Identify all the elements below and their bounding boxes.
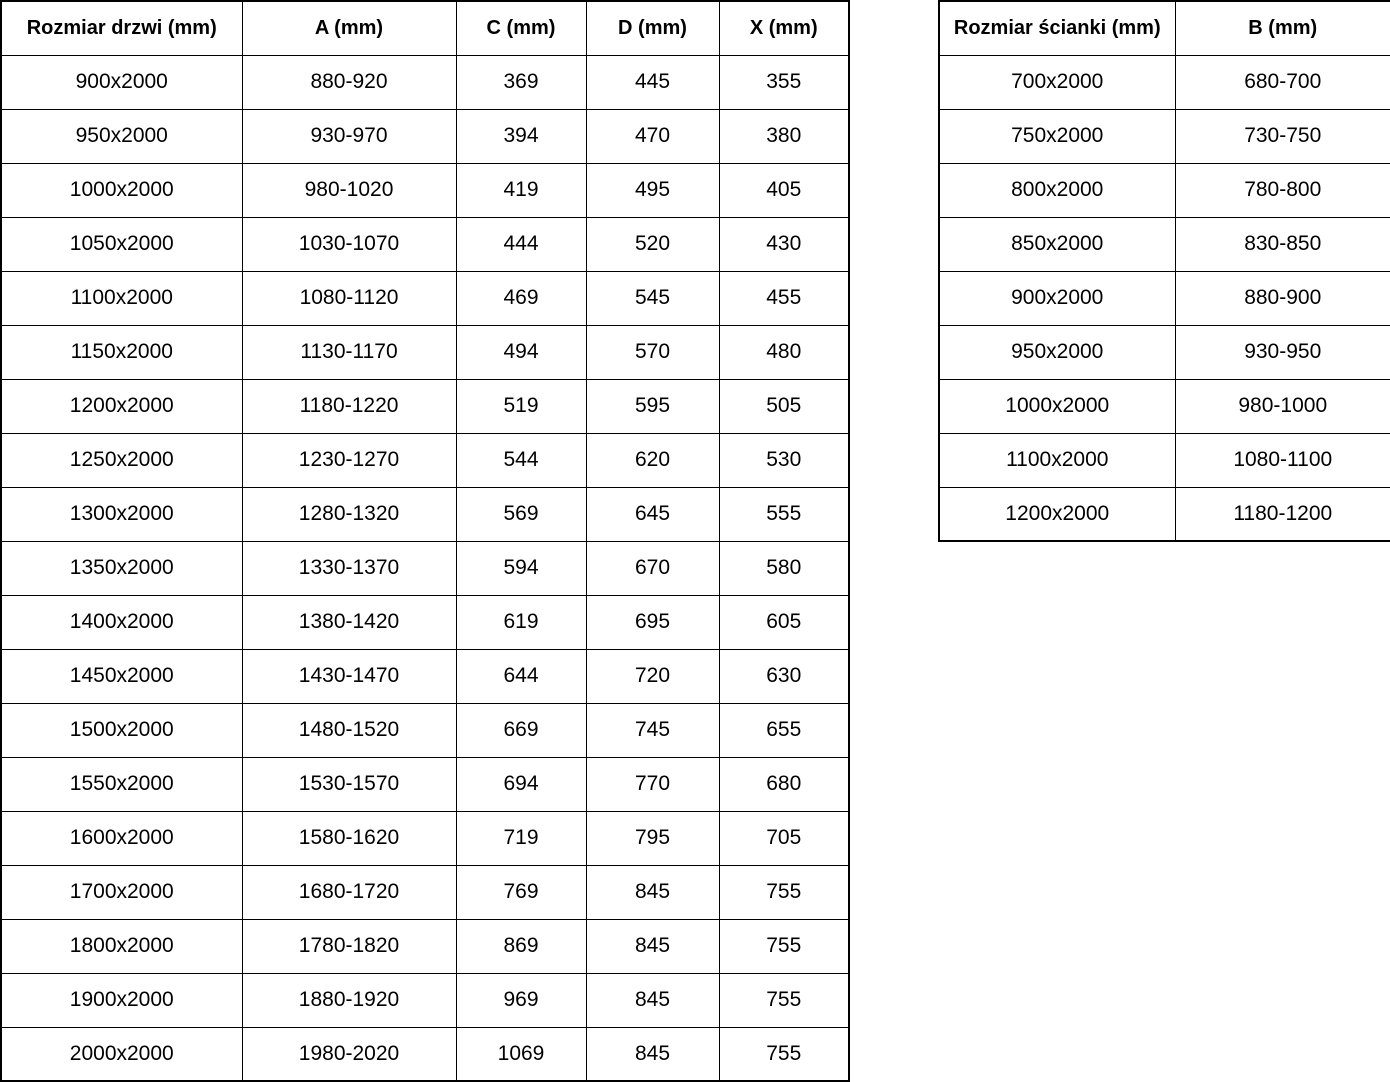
table-cell: 1450x2000 — [1, 649, 242, 703]
table-row — [1, 541, 849, 595]
table-cell: 605 — [719, 595, 849, 649]
table-cell: 670 — [586, 541, 719, 595]
table-cell: 544 — [456, 433, 586, 487]
table-row — [939, 217, 1390, 271]
table-cell: 969 — [456, 973, 586, 1027]
table-row — [1, 109, 849, 163]
table-cell: 830-850 — [1175, 217, 1390, 271]
table-cell: 645 — [586, 487, 719, 541]
table-cell: 1200x2000 — [939, 487, 1175, 541]
table-row — [1, 649, 849, 703]
table-cell: 1150x2000 — [1, 325, 242, 379]
table-cell: 520 — [586, 217, 719, 271]
table-cell: 430 — [719, 217, 849, 271]
table-cell: 930-950 — [1175, 325, 1390, 379]
table-row — [1, 271, 849, 325]
table-row — [939, 433, 1390, 487]
table-cell: 1580-1620 — [242, 811, 456, 865]
table-row — [1, 325, 849, 379]
table-row — [1, 379, 849, 433]
table-cell: 755 — [719, 1027, 849, 1081]
table-cell: 1200x2000 — [1, 379, 242, 433]
table-cell: 930-970 — [242, 109, 456, 163]
table-cell: 594 — [456, 541, 586, 595]
table-cell: 845 — [586, 865, 719, 919]
table-cell: 1180-1220 — [242, 379, 456, 433]
table-cell: 1130-1170 — [242, 325, 456, 379]
table-cell: 845 — [586, 919, 719, 973]
table-cell: 900x2000 — [939, 271, 1175, 325]
table-row — [939, 163, 1390, 217]
table-cell: 1680-1720 — [242, 865, 456, 919]
table-cell: 780-800 — [1175, 163, 1390, 217]
table-cell: 880-900 — [1175, 271, 1390, 325]
table-cell: 1780-1820 — [242, 919, 456, 973]
table-cell: 745 — [586, 703, 719, 757]
table-cell: 1030-1070 — [242, 217, 456, 271]
table-cell: 1000x2000 — [939, 379, 1175, 433]
table-cell: 620 — [586, 433, 719, 487]
column-header: C (mm) — [456, 1, 586, 55]
table-cell: 730-750 — [1175, 109, 1390, 163]
table-cell: 1900x2000 — [1, 973, 242, 1027]
table-cell: 900x2000 — [1, 55, 242, 109]
table-cell: 1500x2000 — [1, 703, 242, 757]
column-header: Rozmiar drzwi (mm) — [1, 1, 242, 55]
table-cell: 795 — [586, 811, 719, 865]
table-cell: 495 — [586, 163, 719, 217]
table-cell: 530 — [719, 433, 849, 487]
table-row — [1, 703, 849, 757]
table-cell: 570 — [586, 325, 719, 379]
table-cell: 405 — [719, 163, 849, 217]
table-cell: 1400x2000 — [1, 595, 242, 649]
table-cell: 519 — [456, 379, 586, 433]
table-cell: 800x2000 — [939, 163, 1175, 217]
table-cell: 1980-2020 — [242, 1027, 456, 1081]
table-row — [1, 487, 849, 541]
table-cell: 494 — [456, 325, 586, 379]
table-cell: 1250x2000 — [1, 433, 242, 487]
table-cell: 569 — [456, 487, 586, 541]
table-cell: 1700x2000 — [1, 865, 242, 919]
wall-table-header-row — [939, 1, 1390, 55]
table-row — [1, 811, 849, 865]
table-cell: 769 — [456, 865, 586, 919]
table-row — [939, 55, 1390, 109]
table-cell: 445 — [586, 55, 719, 109]
table-cell: 680-700 — [1175, 55, 1390, 109]
table-row — [1, 433, 849, 487]
table-cell: 980-1020 — [242, 163, 456, 217]
table-row — [1, 865, 849, 919]
table-cell: 750x2000 — [939, 109, 1175, 163]
table-cell: 1480-1520 — [242, 703, 456, 757]
table-cell: 619 — [456, 595, 586, 649]
table-cell: 1080-1120 — [242, 271, 456, 325]
table-row — [1, 919, 849, 973]
table-cell: 1180-1200 — [1175, 487, 1390, 541]
table-cell: 1880-1920 — [242, 973, 456, 1027]
table-cell: 755 — [719, 919, 849, 973]
table-cell: 695 — [586, 595, 719, 649]
door-table-header-row — [1, 1, 849, 55]
table-cell: 950x2000 — [939, 325, 1175, 379]
table-cell: 1330-1370 — [242, 541, 456, 595]
table-cell: 720 — [586, 649, 719, 703]
table-row — [1, 973, 849, 1027]
table-cell: 845 — [586, 973, 719, 1027]
column-header: A (mm) — [242, 1, 456, 55]
table-row — [1, 757, 849, 811]
table-cell: 644 — [456, 649, 586, 703]
table-cell: 700x2000 — [939, 55, 1175, 109]
table-cell: 1550x2000 — [1, 757, 242, 811]
table-cell: 655 — [719, 703, 849, 757]
table-cell: 1600x2000 — [1, 811, 242, 865]
column-header: X (mm) — [719, 1, 849, 55]
table-cell: 470 — [586, 109, 719, 163]
table-cell: 480 — [719, 325, 849, 379]
table-cell: 2000x2000 — [1, 1027, 242, 1081]
table-cell: 850x2000 — [939, 217, 1175, 271]
table-row — [939, 109, 1390, 163]
table-cell: 669 — [456, 703, 586, 757]
table-cell: 1000x2000 — [1, 163, 242, 217]
table-cell: 555 — [719, 487, 849, 541]
table-cell: 1430-1470 — [242, 649, 456, 703]
table-cell: 1069 — [456, 1027, 586, 1081]
table-cell: 380 — [719, 109, 849, 163]
table-row — [939, 379, 1390, 433]
table-cell: 455 — [719, 271, 849, 325]
table-cell: 980-1000 — [1175, 379, 1390, 433]
table-cell: 630 — [719, 649, 849, 703]
table-row — [1, 1027, 849, 1081]
table-cell: 1530-1570 — [242, 757, 456, 811]
table-cell: 1230-1270 — [242, 433, 456, 487]
table-cell: 1100x2000 — [939, 433, 1175, 487]
table-cell: 419 — [456, 163, 586, 217]
table-cell: 845 — [586, 1027, 719, 1081]
table-cell: 1380-1420 — [242, 595, 456, 649]
table-cell: 880-920 — [242, 55, 456, 109]
table-cell: 1280-1320 — [242, 487, 456, 541]
table-cell: 770 — [586, 757, 719, 811]
table-cell: 1050x2000 — [1, 217, 242, 271]
table-cell: 950x2000 — [1, 109, 242, 163]
table-cell: 1300x2000 — [1, 487, 242, 541]
table-cell: 705 — [719, 811, 849, 865]
table-row — [1, 595, 849, 649]
table-cell: 1100x2000 — [1, 271, 242, 325]
wall-sizes-table — [938, 0, 1390, 542]
table-cell: 469 — [456, 271, 586, 325]
table-row — [1, 55, 849, 109]
table-cell: 369 — [456, 55, 586, 109]
table-row — [1, 217, 849, 271]
table-cell: 755 — [719, 865, 849, 919]
table-cell: 580 — [719, 541, 849, 595]
table-row — [1, 163, 849, 217]
table-cell: 680 — [719, 757, 849, 811]
table-cell: 755 — [719, 973, 849, 1027]
table-cell: 1080-1100 — [1175, 433, 1390, 487]
column-header: Rozmiar ścianki (mm) — [939, 1, 1175, 55]
table-cell: 719 — [456, 811, 586, 865]
table-cell: 394 — [456, 109, 586, 163]
table-cell: 355 — [719, 55, 849, 109]
table-cell: 595 — [586, 379, 719, 433]
table-row — [939, 487, 1390, 541]
table-cell: 1350x2000 — [1, 541, 242, 595]
column-header: B (mm) — [1175, 1, 1390, 55]
table-cell: 869 — [456, 919, 586, 973]
table-cell: 444 — [456, 217, 586, 271]
table-cell: 545 — [586, 271, 719, 325]
table-row — [939, 325, 1390, 379]
table-cell: 694 — [456, 757, 586, 811]
table-row — [939, 271, 1390, 325]
table-cell: 505 — [719, 379, 849, 433]
column-header: D (mm) — [586, 1, 719, 55]
table-cell: 1800x2000 — [1, 919, 242, 973]
